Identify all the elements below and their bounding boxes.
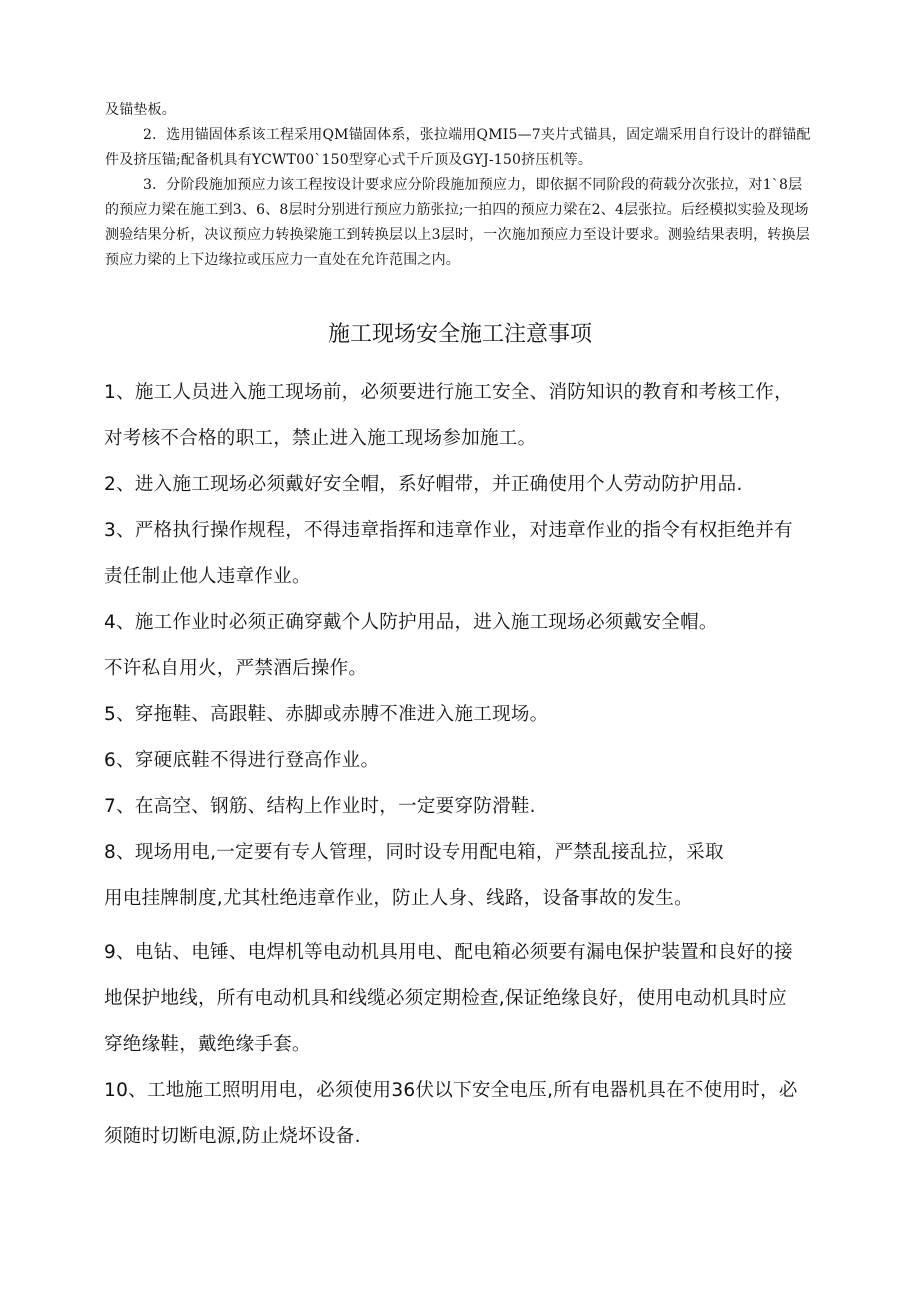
- rule-9: 9、电钻、电锤、电焊机等电动机具用电、配电箱必须要有漏电保护装置和良好的接地保护地线，所有电动机具和线缆必须定期检查,保证绝缘良好，使用电动机具时应穿绝缘鞋，戴绝缘手套。: [104, 942, 793, 1055]
- rule-8-continuation: 用电挂牌制度,尤其杜绝违章作业，防止人身、线路，设备事故的发生。: [104, 888, 693, 909]
- safety-rules-list: [104, 370, 804, 1160]
- rule-3: 3、严格执行操作规程，不得违章指挥和违章作业，对违章作业的指令有权拒绝并有责任制止他人违章作业。: [104, 520, 793, 587]
- rule-6: 6、穿硬底鞋不得进行登高作业。: [104, 750, 380, 771]
- page-title: 施工现场安全施工注意事项: [327, 322, 592, 347]
- rule-7: 7、在高空、钢筋、结构上作业时，一定要穿防滑鞋.: [104, 796, 536, 817]
- intro-paragraph-3: 3．分阶段施加预应力该工程按设计要求应分阶段施加预应力，即依据不同阶段的荷载分次张拉，对1`8层的预应力梁在施工到3、6、8层时分别进行预应力筋张拉;一拍四的预应力梁在2、4层张拉。后经模拟实验及现场测验结果分析，决议预应力转换梁施工到转换层以上3层时，一次施加预应力至设计要求。测验结果表明，转换层预应力梁的上下边缘拉或压应力一直处在允许范围之内。: [105, 177, 810, 268]
- intro-paragraph-2: 2．选用锚固体系该工程采用QM锚固体系，张拉端用QMI5—7夹片式锚具，固定端采用自行设计的群锚配件及挤压锚;配备机具有YCWT00`150型穿心式千斤顶及GYJ-150挤压机等。: [105, 127, 811, 168]
- rule-4: 4、施工作业时必须正确穿戴个人防护用品，进入施工现场必须戴安全帽。: [104, 612, 718, 633]
- rule-2: 2、进入施工现场必须戴好安全帽，系好帽带，并正确使用个人劳动防护用品.: [104, 474, 743, 495]
- rule-10: 10、工地施工照明用电，必须使用36伏以下安全电压,所有电器机具在不使用时，必须随时切断电源,防止烧坏设备.: [104, 1080, 798, 1147]
- rule-4-continuation: 不许私自用火，严禁酒后操作。: [104, 658, 368, 679]
- intro-line-continuation: 及锚垫板。: [105, 102, 176, 118]
- intro-section: [105, 98, 815, 273]
- rule-5: 5、穿拖鞋、高跟鞋、赤脚或赤膊不准进入施工现场。: [104, 704, 549, 725]
- rule-1: 1、施工人员进入施工现场前，必须要进行施工安全、消防知识的教育和考核工作，对考核不合格的职工，禁止进入施工现场参加施工。: [104, 382, 793, 449]
- rule-8: 8、现场用电,一定要有专人管理，同时设专用配电箱，严禁乱接乱拉，采取: [104, 842, 724, 863]
